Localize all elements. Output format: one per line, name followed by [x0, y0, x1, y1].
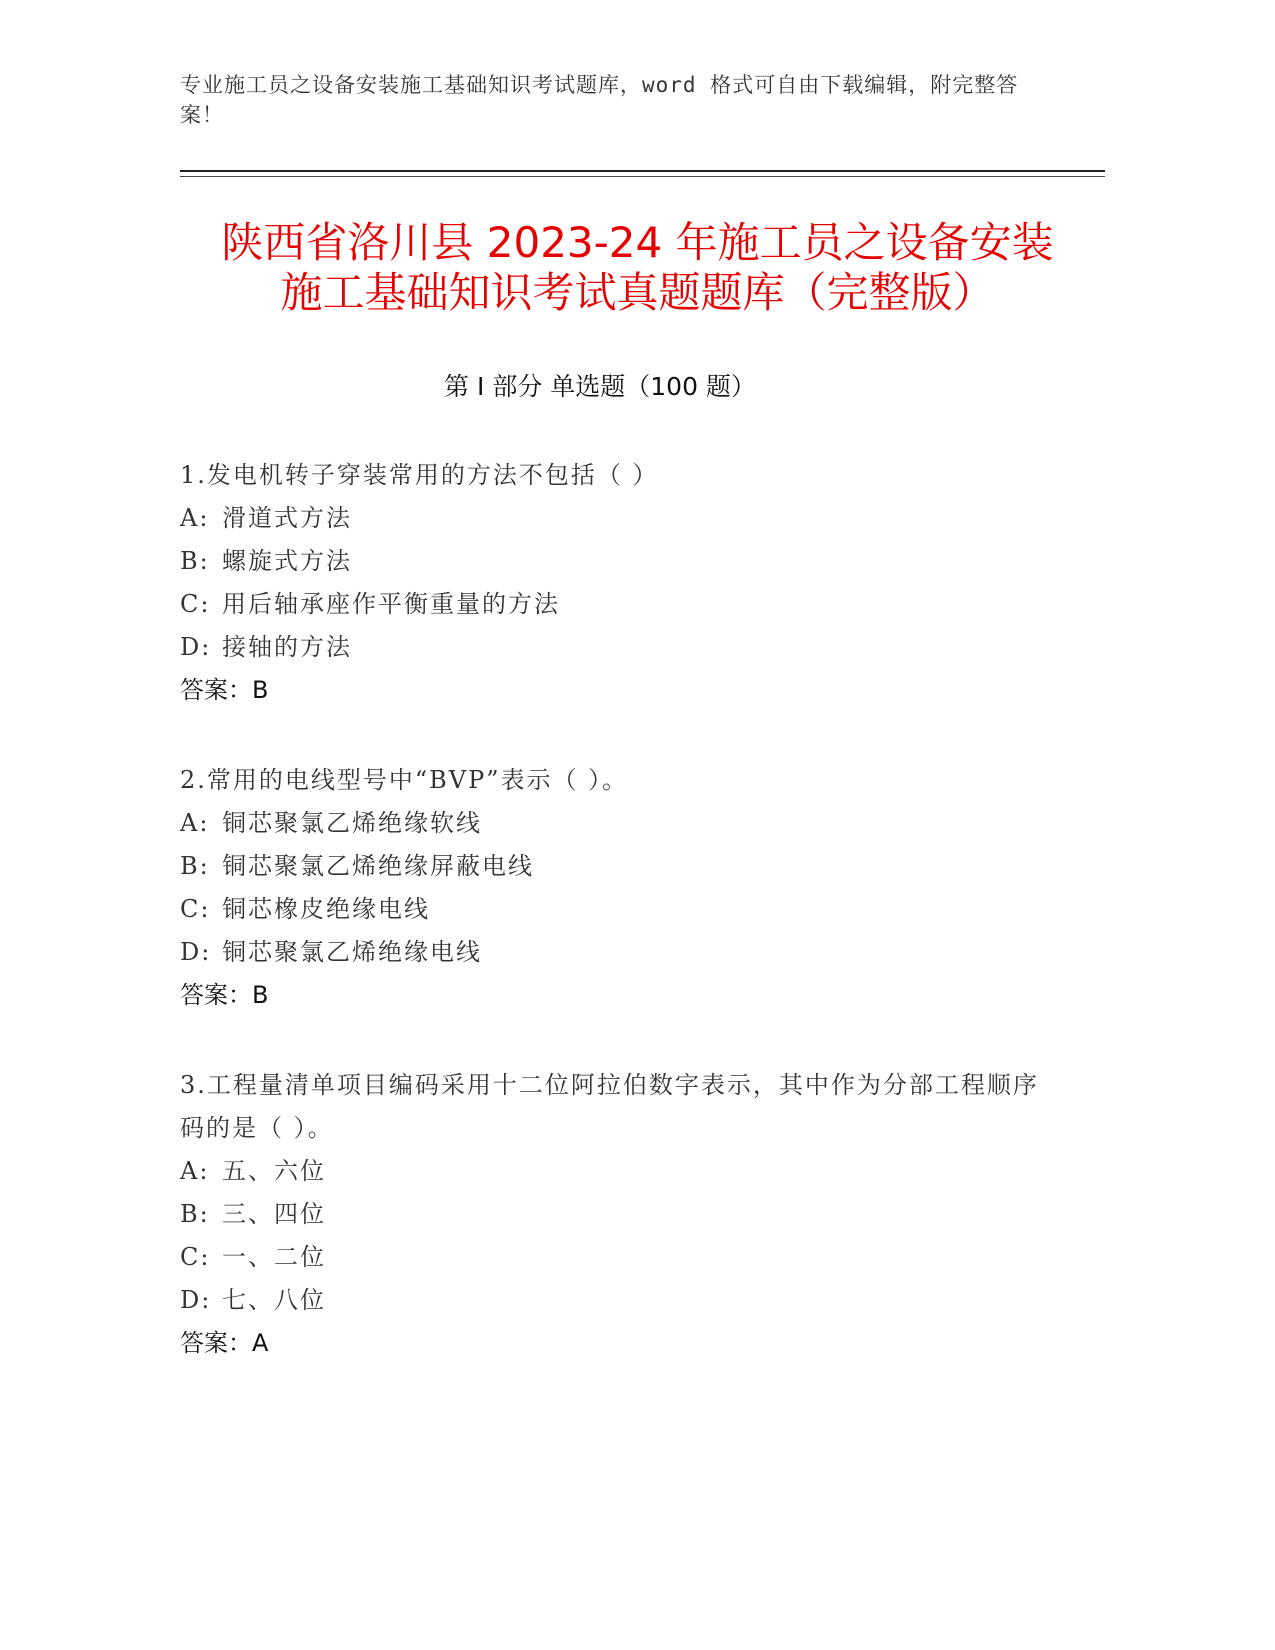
option-letter: B:	[180, 1200, 210, 1228]
option-a	[180, 497, 1040, 540]
option-text: 用后轴承座作平衡重量的方法	[222, 590, 560, 618]
header-divider-thick	[180, 170, 1105, 172]
question-block	[180, 1064, 1040, 1365]
option-letter: C:	[180, 1243, 211, 1271]
answer: 答案：A	[180, 1329, 269, 1357]
option-text: 五、六位	[222, 1157, 326, 1185]
option-letter: C:	[180, 895, 211, 923]
option-a	[180, 1150, 1040, 1193]
option-text: 铜芯聚氯乙烯绝缘屏蔽电线	[222, 852, 534, 880]
option-d	[180, 931, 1040, 974]
option-text: 滑道式方法	[222, 504, 352, 532]
option-letter: A:	[180, 504, 210, 532]
question-stem: 2.常用的电线型号中“BVP”表示（ ）。	[180, 766, 629, 794]
option-b	[180, 540, 1040, 583]
option-text: 螺旋式方法	[222, 547, 352, 575]
option-a	[180, 802, 1040, 845]
option-c	[180, 888, 1040, 931]
option-letter: C:	[180, 590, 211, 618]
option-c	[180, 583, 1040, 626]
title-line-2: 施工基础知识考试真题题库（完整版）	[280, 268, 995, 317]
question-block	[180, 759, 1040, 1017]
option-c	[180, 1236, 1040, 1279]
option-letter: B:	[180, 852, 210, 880]
header-divider-thin	[180, 176, 1105, 177]
question-block	[180, 454, 1040, 712]
header-note: 专业施工员之设备安装施工基础知识考试题库，word 格式可自由下载编辑，附完整答案！	[180, 73, 1019, 127]
answer: 答案：B	[180, 676, 269, 704]
question-stem: 3.工程量清单项目编码采用十二位阿拉伯数字表示，其中作为分部工程顺序码的是（ ）。	[180, 1071, 1039, 1142]
option-letter: A:	[180, 809, 210, 837]
option-letter: D:	[180, 938, 212, 966]
option-text: 铜芯橡皮绝缘电线	[222, 895, 430, 923]
option-letter: D:	[180, 1286, 212, 1314]
document-title	[150, 218, 1125, 318]
option-text: 一、二位	[222, 1243, 326, 1271]
option-b	[180, 1193, 1040, 1236]
section-title: 第 I 部分 单选题（100 题）	[444, 372, 756, 401]
option-text: 铜芯聚氯乙烯绝缘电线	[222, 938, 482, 966]
option-text: 七、八位	[222, 1286, 326, 1314]
option-letter: A:	[180, 1157, 210, 1185]
answer: 答案：B	[180, 981, 269, 1009]
option-letter: D:	[180, 633, 212, 661]
title-line-1: 陕西省洛川县 2023-24 年施工员之设备安装	[221, 218, 1054, 267]
option-text: 接轴的方法	[222, 633, 352, 661]
option-b	[180, 845, 1040, 888]
option-text: 三、四位	[222, 1200, 326, 1228]
question-stem: 1.发电机转子穿装常用的方法不包括（ ）	[180, 461, 659, 489]
option-d	[180, 1279, 1040, 1322]
option-letter: B:	[180, 547, 210, 575]
option-d	[180, 626, 1040, 669]
option-text: 铜芯聚氯乙烯绝缘软线	[222, 809, 482, 837]
